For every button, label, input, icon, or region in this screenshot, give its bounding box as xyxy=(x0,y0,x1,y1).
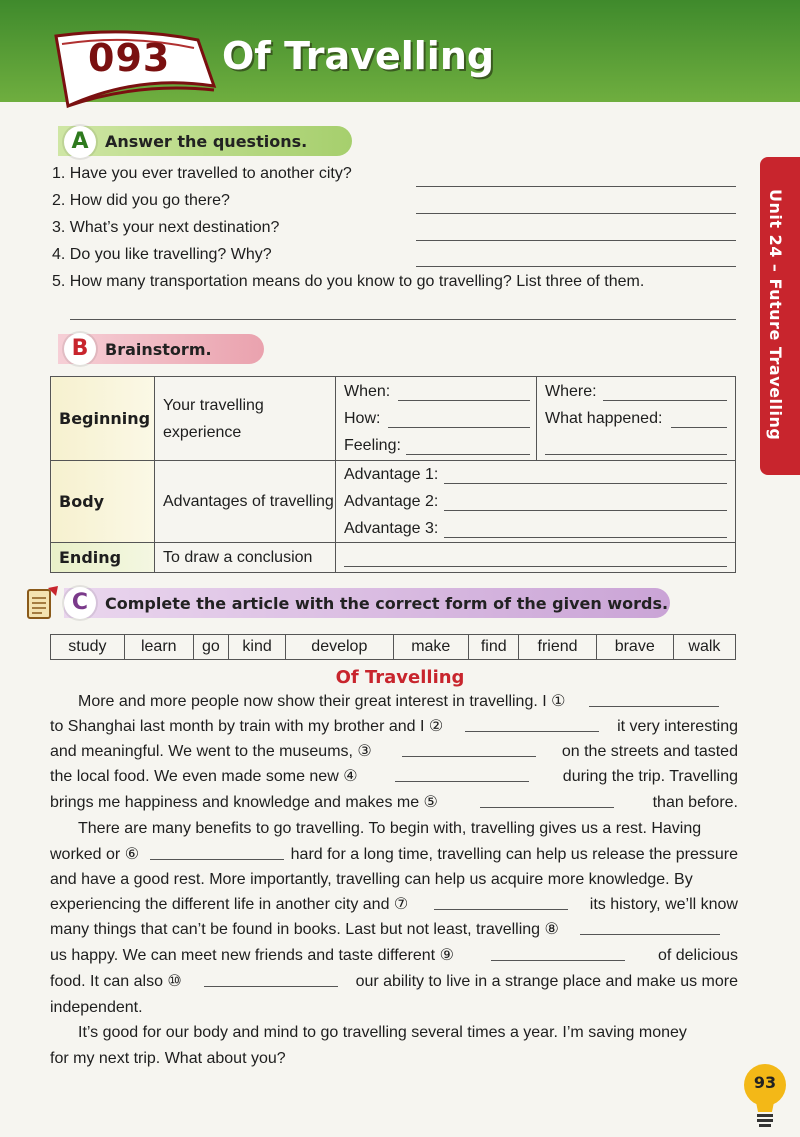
fill-in-blank[interactable] xyxy=(150,843,284,860)
word-bank-item: kind xyxy=(229,635,286,660)
row-label-beginning: Beginning xyxy=(51,377,155,461)
answer-line-2[interactable] xyxy=(416,213,736,214)
article-line: experiencing the different life in another city and ⑦ its history, we’ll know xyxy=(50,893,738,917)
field-advantage-2[interactable]: Advantage 2: xyxy=(336,488,735,515)
field-how[interactable]: How: xyxy=(336,405,536,432)
article-line: It’s good for our body and mind to go travelling several times a year. I’m saving money xyxy=(78,1024,687,1041)
answer-line-1[interactable] xyxy=(416,186,736,187)
fill-in-blank[interactable] xyxy=(434,893,568,910)
word-bank-item: find xyxy=(469,635,519,660)
word-bank-item: brave xyxy=(596,635,673,660)
section-c-letter: C xyxy=(64,587,96,619)
field-where[interactable]: Where: xyxy=(537,378,735,405)
fill-in-blank[interactable] xyxy=(395,765,529,782)
word-bank-item: study xyxy=(51,635,125,660)
question-5: 5. How many transportation means do you know to go travelling? List three of them. xyxy=(52,273,645,290)
lesson-number: 093 xyxy=(88,36,171,80)
article-line: food. It can also ⑩ our ability to live in a strange place and make us more xyxy=(50,970,738,994)
field-feeling[interactable]: Feeling: xyxy=(336,432,536,459)
article-line: and have a good rest. More importantly, travelling can help us acquire more knowledge. By xyxy=(50,871,693,888)
page-number: 93 xyxy=(753,1073,777,1092)
field-what-happened[interactable]: What happened: xyxy=(537,405,735,432)
row-desc-ending: To draw a conclusion xyxy=(155,543,336,573)
page-title: Of Travelling xyxy=(222,34,495,78)
question-2: 2. How did you go there? xyxy=(52,192,230,209)
article-line: to Shanghai last month by train with my brother and I ② it very interesting xyxy=(50,715,738,739)
word-bank-item: go xyxy=(193,635,228,660)
section-b-title: Brainstorm. xyxy=(105,340,212,359)
row-desc-body: Advantages of travelling xyxy=(155,461,336,543)
ending-field[interactable] xyxy=(336,543,736,573)
word-bank-item: develop xyxy=(286,635,393,660)
article-line: many things that can’t be found in books. Last but not least, travelling ⑧ xyxy=(50,918,738,942)
section-b-letter: B xyxy=(64,333,96,365)
word-bank-item: friend xyxy=(519,635,596,660)
fill-in-blank[interactable] xyxy=(402,740,536,757)
notepad-pencil-icon xyxy=(26,584,60,622)
article-line: us happy. We can meet new friends and taste different ⑨ of delicious xyxy=(50,944,738,968)
brainstorm-table xyxy=(50,376,736,573)
fill-in-blank[interactable] xyxy=(580,918,720,935)
beginning-fields-left xyxy=(336,377,537,461)
article-line: There are many benefits to go travelling. To begin with, travelling gives us a rest. Having xyxy=(78,820,702,837)
article-line: the local food. We even made some new ④ during the trip. Travelling xyxy=(50,765,738,789)
article-line: and meaningful. We went to the museums, ③ on the streets and tasted xyxy=(50,740,738,764)
fill-in-blank[interactable] xyxy=(491,944,625,961)
field-advantage-3[interactable]: Advantage 3: xyxy=(336,515,735,542)
article-line: worked or ⑥ hard for a long time, travelling can help us release the pressure xyxy=(50,843,738,867)
field-advantage-1[interactable]: Advantage 1: xyxy=(336,461,735,488)
fill-in-blank[interactable] xyxy=(465,715,599,732)
row-desc-beginning: Your travelling experience xyxy=(155,377,336,461)
question-4: 4. Do you like travelling? Why? xyxy=(52,246,272,263)
section-c-title: Complete the article with the correct form of the given words. xyxy=(105,594,669,613)
fill-in-blank[interactable] xyxy=(204,970,338,987)
word-bank-item: make xyxy=(393,635,469,660)
word-bank-item: walk xyxy=(673,635,735,660)
article-line: brings me happiness and knowledge and makes me ⑤ than before. xyxy=(50,791,738,815)
article-line: for my next trip. What about you? xyxy=(50,1050,286,1067)
question-3: 3. What’s your next destination? xyxy=(52,219,280,236)
word-bank xyxy=(50,634,736,660)
unit-side-tab-label: Unit 24 – Future Travelling xyxy=(766,189,785,441)
section-a-title: Answer the questions. xyxy=(105,132,308,151)
section-a-letter: A xyxy=(64,126,96,158)
article-line: independent. xyxy=(50,999,143,1016)
row-label-ending: Ending xyxy=(51,543,155,573)
field-when[interactable]: When: xyxy=(336,378,536,405)
row-label-body: Body xyxy=(51,461,155,543)
body-fields xyxy=(336,461,736,543)
fill-in-blank[interactable] xyxy=(480,791,614,808)
article-title: Of Travelling xyxy=(335,667,465,688)
field-extra-line[interactable] xyxy=(537,432,735,459)
unit-side-tab xyxy=(760,157,800,475)
article-line: More and more people now show their great interest in travelling. I ① xyxy=(50,690,738,714)
fill-in-blank[interactable] xyxy=(589,690,719,707)
answer-line-3[interactable] xyxy=(416,240,736,241)
answer-line-4[interactable] xyxy=(416,266,736,267)
question-1: 1. Have you ever travelled to another city? xyxy=(52,165,352,182)
beginning-fields-right xyxy=(537,377,736,461)
word-bank-item: learn xyxy=(124,635,193,660)
answer-line-5[interactable] xyxy=(70,319,736,320)
